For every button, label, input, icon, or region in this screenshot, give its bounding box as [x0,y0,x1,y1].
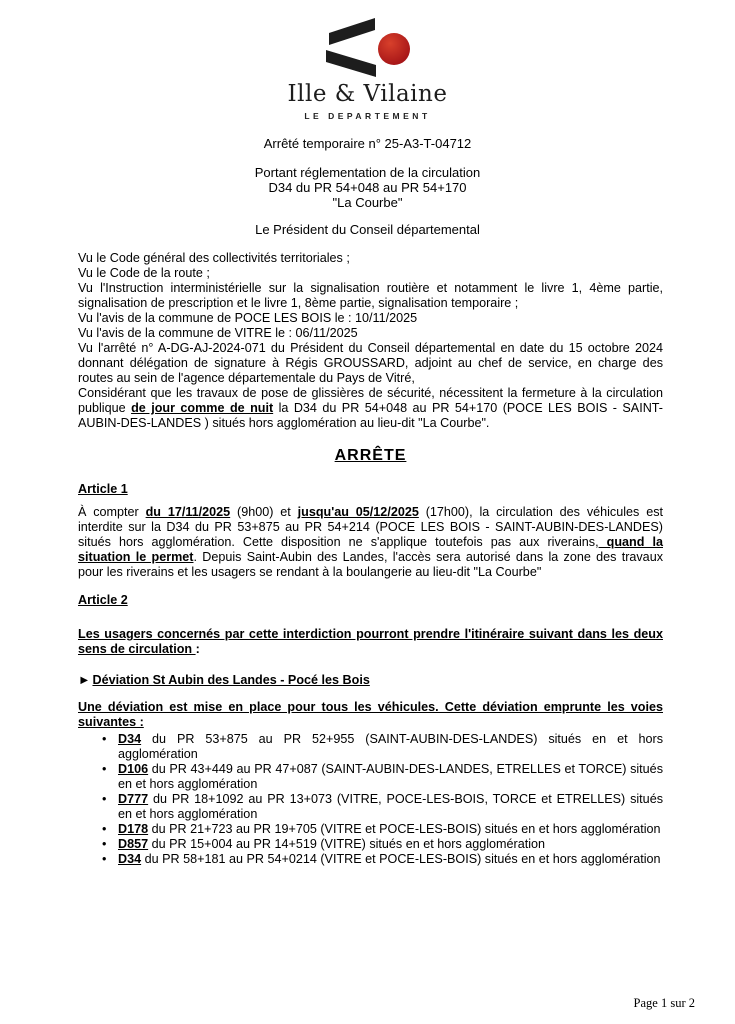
route-item [78,837,663,852]
deviation-title [78,673,663,688]
route-text: D777 du PR 18+1092 au PR 13+073 (VITRE, POCE-LES-BOIS, TORCE et ETRELLES) situés en et hors agglomération [118,792,663,821]
preamble-paragraph: Vu le Code de la route ; [78,266,210,280]
route-text: D34 du PR 58+181 au PR 54+0214 (VITRE et POCE-LES-BOIS) situés en et hors agglomération [118,852,661,866]
bullet-icon: • [102,762,107,776]
route-item [78,822,663,837]
subject-line-1: Portant réglementation de la circulation [254,165,481,180]
route-item [78,792,663,822]
preamble-paragraph: Considérant que les travaux de pose de glissières de sécurité, nécessitent la fermeture à la circulation publique de jour comme de nuit la D34 du PR 54+048 au PR 54+170 (POCE LES BOIS - SAINT-AUBIN-DES-LANDES ) situés hors agglomération au lieu-dit "La Courbe". [78,386,663,430]
route-text: D857 du PR 15+004 au PR 14+519 (VITRE) situés en et hors agglomération [118,837,546,851]
right-arrow-icon: ► [78,673,91,687]
preamble-paragraph: Vu l'Instruction interministérielle sur la signalisation routière et notamment le livre 1, 4ème partie, signalisation de prescription et le livre 1, 8ème partie, signalisation temporaire ; [78,281,663,310]
page-number: Page 1 sur 2 [633,996,695,1010]
route-item [78,732,663,762]
logo-bar-bottom-icon [326,50,376,77]
bullet-icon: • [102,852,107,866]
article2-heading: Article 2 [78,593,128,607]
deviation-intro: Une déviation est mise en place pour tous les véhicules. Cette déviation emprunte les voies suivantes : [78,700,663,729]
brand-tagline: LE DEPARTEMENT [304,111,431,121]
issuer-line: Le Président du Conseil départemental [255,222,480,237]
department-logo [0,0,735,122]
article1-body: À compter du 17/11/2025 (9h00) et jusqu'au 05/12/2025 (17h00), la circulation des véhicules est interdite sur la D34 du PR 53+875 au PR 54+214 (POCE LES BOIS - SAINT-AUBIN-DES-LANDES) situés hors agglomération. Cette disposition ne s'applique toutefois pas aux riverains, quand la situation le permet. Depuis Saint-Aubin des Landes, l'accès sera autorisé dans la zone des travaux pour les riverains et les usagers se rendant à la boulangerie au lieu-dit "La Courbe" [78,505,663,579]
decree-heading: ARRÊTE [334,447,407,464]
logo-bar-top-icon [329,18,375,45]
subject-line-2: D34 du PR 54+048 au PR 54+170 [268,180,467,195]
logo-red-ball-icon [378,33,410,65]
document-body [78,251,663,867]
preamble-paragraph: Vu l'arrêté n° A-DG-AJ-2024-071 du Président du Conseil départemental en date du 15 octobre 2024 donnant délégation de signature à Régis GROUSSARD, adjoint au chef de service, en charge des routes au sein de l'agence départementale du Pays de Vitré, [78,341,663,385]
subject-block [0,165,735,210]
preamble-paragraph: Vu l'avis de la commune de POCE LES BOIS le : 10/11/2025 [78,311,418,325]
subject-line-3: "La Courbe" [332,195,403,210]
route-text: D106 du PR 43+449 au PR 47+087 (SAINT-AUBIN-DES-LANDES, ETRELLES et TORCE) situés en et hors agglomération [118,762,663,791]
route-item [78,852,663,867]
deviation-title-text: Déviation St Aubin des Landes - Pocé les Bois [92,673,370,687]
bullet-icon: • [102,732,107,746]
preamble-paragraph: Vu le Code général des collectivités territoriales ; [78,251,350,265]
article1-heading: Article 1 [78,482,128,496]
arrete-number-line: Arrêté temporaire n° 25-A3-T-04712 [263,136,472,151]
bullet-icon: • [102,837,107,851]
bullet-icon: • [102,792,107,806]
route-item [78,762,663,792]
logo-mark [326,18,410,77]
route-list [78,732,663,867]
article2-intro: Les usagers concernés par cette interdiction pourront prendre l'itinéraire suivant dans les deux sens de circulation : [78,627,663,656]
route-text: D178 du PR 21+723 au PR 19+705 (VITRE et POCE-LES-BOIS) situés en et hors agglomération [118,822,661,836]
brand-wordmark: Ille & Vilaine [287,81,448,107]
preamble-paragraph: Vu l'avis de la commune de VITRE le : 06/11/2025 [78,326,358,340]
route-text: D34 du PR 53+875 au PR 52+955 (SAINT-AUBIN-DES-LANDES) situés en et hors agglomération [118,732,663,761]
bullet-icon: • [102,822,107,836]
